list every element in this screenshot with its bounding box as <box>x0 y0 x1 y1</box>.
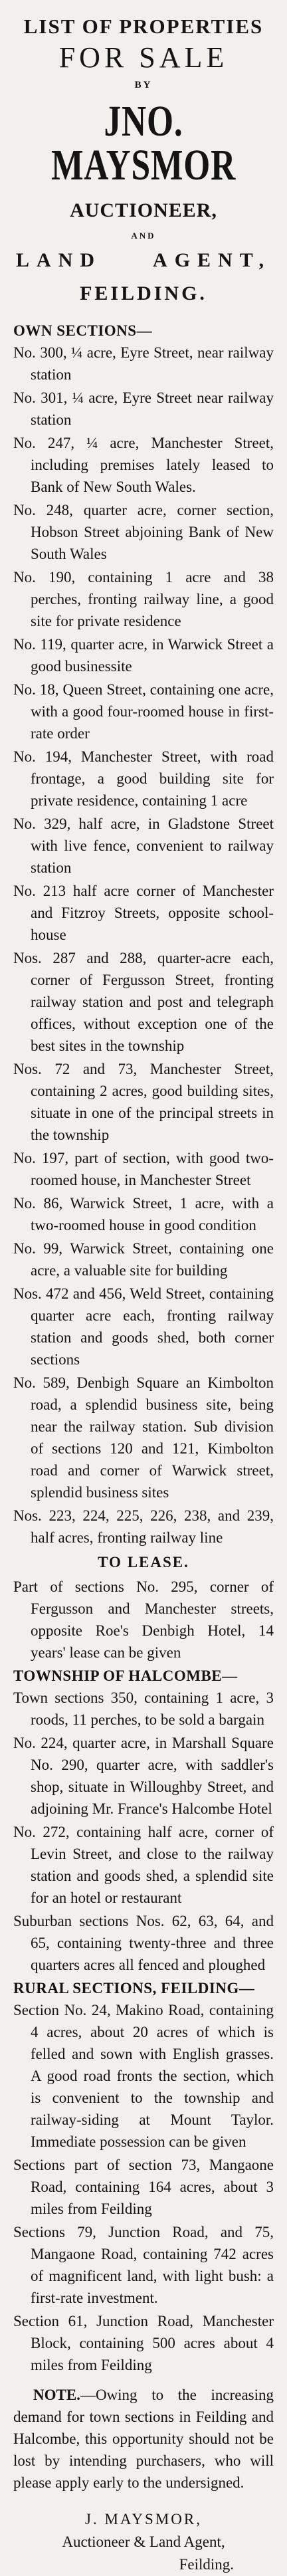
signature-name: J. MAYSMOR, <box>85 2511 202 2527</box>
list-of-properties-heading: LIST OF PROPERTIES <box>23 15 264 38</box>
property-entry: No. 99, Warwick Street, containing one acre, a valuable site for building <box>13 1240 274 1279</box>
property-entry: Nos. 223, 224, 225, 226, 238, and 239, half acres, fronting railway line <box>13 1507 274 1546</box>
and-line: AND <box>131 231 156 241</box>
signature-block <box>13 2508 274 2576</box>
property-entry: Town sections 350, containing 1 acre, 3 roods, 11 perches, to be sold a bargain <box>13 1689 274 1728</box>
note-label: NOTE. <box>33 2387 80 2403</box>
property-entry: Section No. 24, Makino Road, containing 4 acres, about 20 acres of which is felled and sown with English grasses. A good road fronts the section, which is convenient to the township and railway-siding at Mount Taylor. Immediate possession can be given <box>13 2002 274 2150</box>
note-text: —Owing to the increasing demand for town sections in Feilding and Halcombe, this opportunity should not be lost by intending purchasers, who will please apply early to the undersigned. <box>13 2387 274 2491</box>
property-entry: Nos. 287 and 288, quarter-acre each, corner of Fergusson Street, fronting railway station and post and telegraph offices, without exception one of the best sites in the township <box>13 950 274 1054</box>
property-entry: No. 194, Manchester Street, with road frontage, a good building site for private residence, containing 1 acre <box>13 748 274 809</box>
auctioneer-name: JNO. MAYSMOR <box>50 97 237 189</box>
property-entry: No. 18, Queen Street, containing one acre, with a good four-roomed house in first-rate order <box>13 681 274 742</box>
property-entry: Nos. 472 and 456, Weld Street, containing quarter acre each, fronting railway station and goods shed, both corner sections <box>13 1285 274 1368</box>
note-paragraph <box>13 2384 274 2494</box>
property-entry: No. 300, ¼ acre, Eyre Street, near railway station <box>13 344 274 383</box>
own-sections-heading: OWN SECTIONS— <box>13 322 153 339</box>
property-entry: Suburban sections Nos. 62, 63, 64, and 65, containing twenty-three and three quarters acres all fenced and ploughed <box>13 1913 274 1973</box>
to-lease-heading: TO LEASE. <box>98 1554 189 1570</box>
rural-sections-list <box>13 1999 274 2376</box>
property-entry: No. 213 half acre corner of Manchester and Fitzroy Streets, opposite school-house <box>13 883 274 943</box>
property-entry: Section 61, Junction Road, Manchester Block, containing 500 acres about 4 miles from Feilding <box>13 2313 274 2373</box>
to-lease-list <box>13 1576 274 1664</box>
property-entry: No. 224, quarter acre, in Marshall Square No. 290, quarter acre, with saddler's shop, situate in Willoughby Street, and adjoining Mr. France's Halcombe Hotel <box>13 1735 274 1817</box>
property-entry: No. 272, containing half acre, corner of Levin Street, and close to the railway station and goods shed, a splendid site for an hotel or restaurant <box>13 1824 274 1906</box>
signature-title: Auctioneer & Land Agent, <box>62 2533 225 2550</box>
property-entry: Sections 79, Junction Road, and 75, Mangaone Road, containing 742 acres of magnificent land, with light bush: a first-rate investment. <box>13 2224 274 2306</box>
property-entry: No. 248, quarter acre, corner section, Hobson Street abjoining Bank of New South Wales <box>13 502 274 562</box>
own-sections-list <box>13 342 274 1549</box>
property-entry: Nos. 72 and 73, Manchester Street, containing 2 acres, good building sites, situate in one of the principal streets in the township <box>13 1061 274 1143</box>
auctioneer-title: AUCTIONEER, <box>70 199 217 221</box>
property-entry: No. 190, containing 1 acre and 38 perches, fronting railway line, a good site for private residence <box>13 569 274 629</box>
property-entry: No. 247, ¼ acre, Manchester Street, including premises lately leased to Bank of New South Wales. <box>13 435 274 495</box>
advert-header <box>13 16 274 304</box>
halcombe-list <box>13 1687 274 1976</box>
halcombe-heading: TOWNSHIP OF HALCOMBE— <box>13 1667 238 1684</box>
listing-body <box>13 320 274 2576</box>
feilding-heading: FEILDING. <box>80 282 207 304</box>
property-entry: No. 119, quarter acre, in Warwick Street a good businessite <box>13 636 274 675</box>
property-entry: No. 86, Warwick Street, 1 acre, with a two-roomed house in good condition <box>13 1195 274 1234</box>
rural-sections-heading: RURAL SECTIONS, FEILDING— <box>13 1980 255 1996</box>
property-entry: Part of sections No. 295, corner of Fergusson and Manchester streets, opposite Roe's Denbigh Hotel, 14 years' lease can be given <box>13 1578 274 1661</box>
property-entry: No. 197, part of section, with good two-roomed house, in Manchester Street <box>13 1150 274 1188</box>
by-line: BY <box>134 80 153 90</box>
property-entry: No. 301, ¼ acre, Eyre Street near railway station <box>13 389 274 428</box>
land-agent-title <box>13 251 274 270</box>
property-entry: No. 589, Denbigh Square an Kimbolton road, a splendid business site, being near the railway station. Sub division of sections 120 and 121, Kimbolton road and corner of Warwick street, splendid business sites <box>13 1374 274 1501</box>
agent-word: AGENT, <box>153 249 271 271</box>
signature-place: Feilding. <box>179 2556 234 2573</box>
land-word: LAND <box>16 249 102 271</box>
for-sale-heading: FOR SALE <box>58 41 229 74</box>
property-entry: No. 329, half acre, in Gladstone Street with live fence, convenient to railway station <box>13 815 274 876</box>
property-entry: Sections part of section 73, Mangaone Road, containing 164 acres, about 3 miles from Feilding <box>13 2157 274 2217</box>
